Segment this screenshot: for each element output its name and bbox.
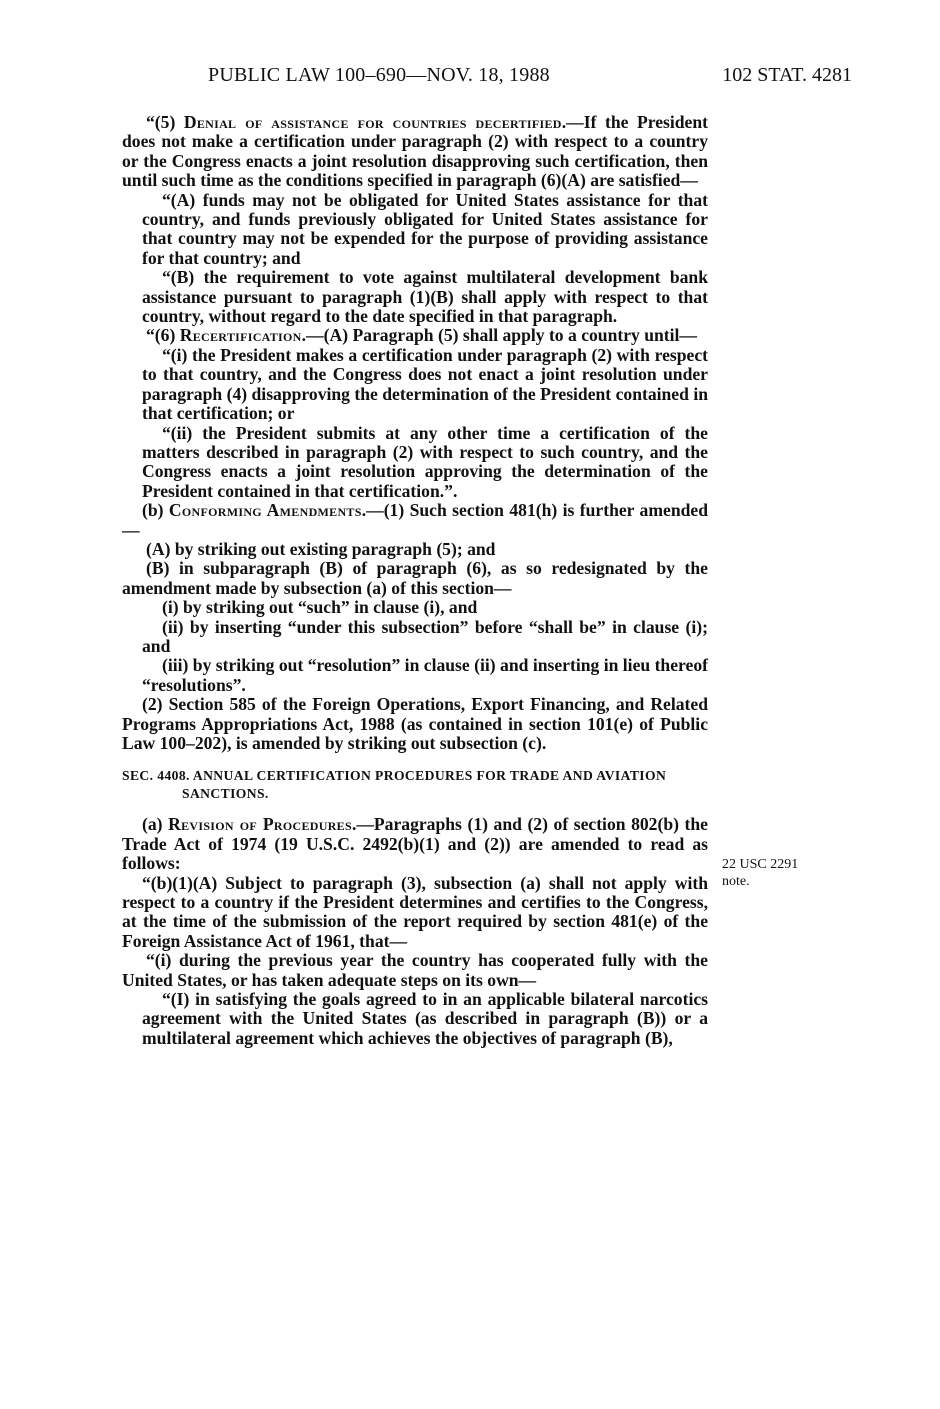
amendment-b-i xyxy=(122,598,708,617)
body-text xyxy=(122,113,708,1048)
subparagraph-5b xyxy=(122,268,708,326)
paragraph-text: “(I) in satisfying the goals agreed to in an applicable bilateral narcotics agreement with the United States (as described in paragraph (B)) or a multilateral agreement which achieves the objectives of paragraph (B), xyxy=(142,989,708,1048)
subparagraph-5a xyxy=(122,191,708,269)
clause-6-ii xyxy=(122,424,708,502)
paragraph-text: (A) by striking out existing paragraph (5); and xyxy=(146,538,496,559)
paragraph-lead: (a) xyxy=(142,814,169,835)
paragraph-text: “(b)(1)(A) Subject to paragraph (3), subsection (a) shall not apply with respect to a country if the President determines and certifies to the Congress, at the time of the submission of the report required by section 481(e) of the Foreign Assistance Act of 1961, that— xyxy=(122,872,708,951)
quoted-clause-i xyxy=(122,951,708,990)
running-head xyxy=(0,64,940,90)
paragraph-heading: Revision of Procedures xyxy=(168,814,352,835)
quoted-subclause-I xyxy=(122,990,708,1048)
margin-note-label: note. xyxy=(722,874,750,889)
paragraph-heading: Conforming Amendments xyxy=(168,500,362,521)
amendment-a xyxy=(122,540,708,559)
section-heading: SEC. 4408. ANNUAL CERTIFICATION PROCEDURES FOR TRADE AND AVIATION SANCTIONS. xyxy=(122,768,667,802)
amendment-b-iii xyxy=(122,656,708,695)
paragraph-text: “(ii) the President submits at any other time a certification of the matters described in paragraph (2) with respect to such country, and the Congress enacts a joint resolution approving the determination of the President contained in that certification.”. xyxy=(142,422,708,501)
paragraph-5-denial xyxy=(122,113,708,191)
paragraph-text: “(A) funds may not be obligated for United States assistance for that country, and funds previously obligated for United States assistance for that country may not be expended for the purpose of providing assistance for that country; and xyxy=(142,189,708,268)
paragraph-text: .—If the President does not make a certification under paragraph (2) with respect to a country or the Congress enacts a joint resolution disapproving such certification, then until such time as the conditions specified in paragraph (6)(A) are satisfied— xyxy=(122,112,708,191)
paragraph-heading: Denial of assistance for countries decertified xyxy=(183,112,562,132)
paragraph-text: .—Paragraphs (1) and (2) of section 802(b) the Trade Act of 1974 (19 U.S.C. 2492(b)(1) and (2)) are amended to read as follows: xyxy=(122,814,708,874)
quoted-b1a xyxy=(122,874,708,952)
paragraph-text: “(i) during the previous year the country has cooperated fully with the United States, or has taken adequate steps on its own— xyxy=(122,950,708,990)
paragraph-heading: Recertification xyxy=(179,325,302,346)
paragraph-lead: (b) xyxy=(142,500,169,521)
paragraph-lead: “(6) xyxy=(146,325,180,346)
margin-note-citation: 22 USC 2291 xyxy=(722,857,799,872)
paragraph-text: (2) Section 585 of the Foreign Operations, Export Financing, and Related Programs Appropriations Act, 1988 (as contained in section 101(e) of Public Law 100–202), is amended by striking out subsection (c). xyxy=(122,694,708,753)
amendment-b xyxy=(122,559,708,598)
paragraph-text: (iii) by striking out “resolution” in clause (ii) and inserting in lieu thereof “resolutions”. xyxy=(142,655,708,695)
page-number: 102 STAT. 4281 xyxy=(722,64,852,86)
amendment-b-ii xyxy=(122,618,708,657)
paragraph-2-section-585 xyxy=(122,695,708,753)
paragraph-text: (B) in subparagraph (B) of paragraph (6), as so redesignated by the amendment made by subsection (a) of this section— xyxy=(122,558,708,598)
paragraph-text: (ii) by inserting “under this subsection” before “shall be” in clause (i); and xyxy=(142,616,708,656)
paragraph-text: (i) by striking out “such” in clause (i), and xyxy=(162,597,478,618)
paragraph-text: “(i) the President makes a certification under paragraph (2) with respect to that country, and the Congress does not enact a joint resolution under paragraph (4) disapproving the determination of the President contained in that certification; or xyxy=(142,344,708,424)
subsection-b-conforming xyxy=(122,501,708,540)
paragraph-6-recertification xyxy=(122,326,708,345)
clause-6-i xyxy=(122,346,708,424)
paragraph-text: .—(1) Such section 481(h) is further amended— xyxy=(122,500,708,540)
subsection-a-revision xyxy=(122,815,708,873)
paragraph-lead: “(5) xyxy=(146,112,184,132)
paragraph-text: “(B) the requirement to vote against multilateral development bank assistance pursuant to paragraph (1)(B) shall apply with respect to that country, without regard to the date specified in that paragraph. xyxy=(142,267,708,327)
paragraph-text: .—(A) Paragraph (5) shall apply to a country until— xyxy=(301,325,698,346)
margin-note xyxy=(722,856,832,890)
running-head-title: PUBLIC LAW 100–690—NOV. 18, 1988 xyxy=(208,64,550,86)
